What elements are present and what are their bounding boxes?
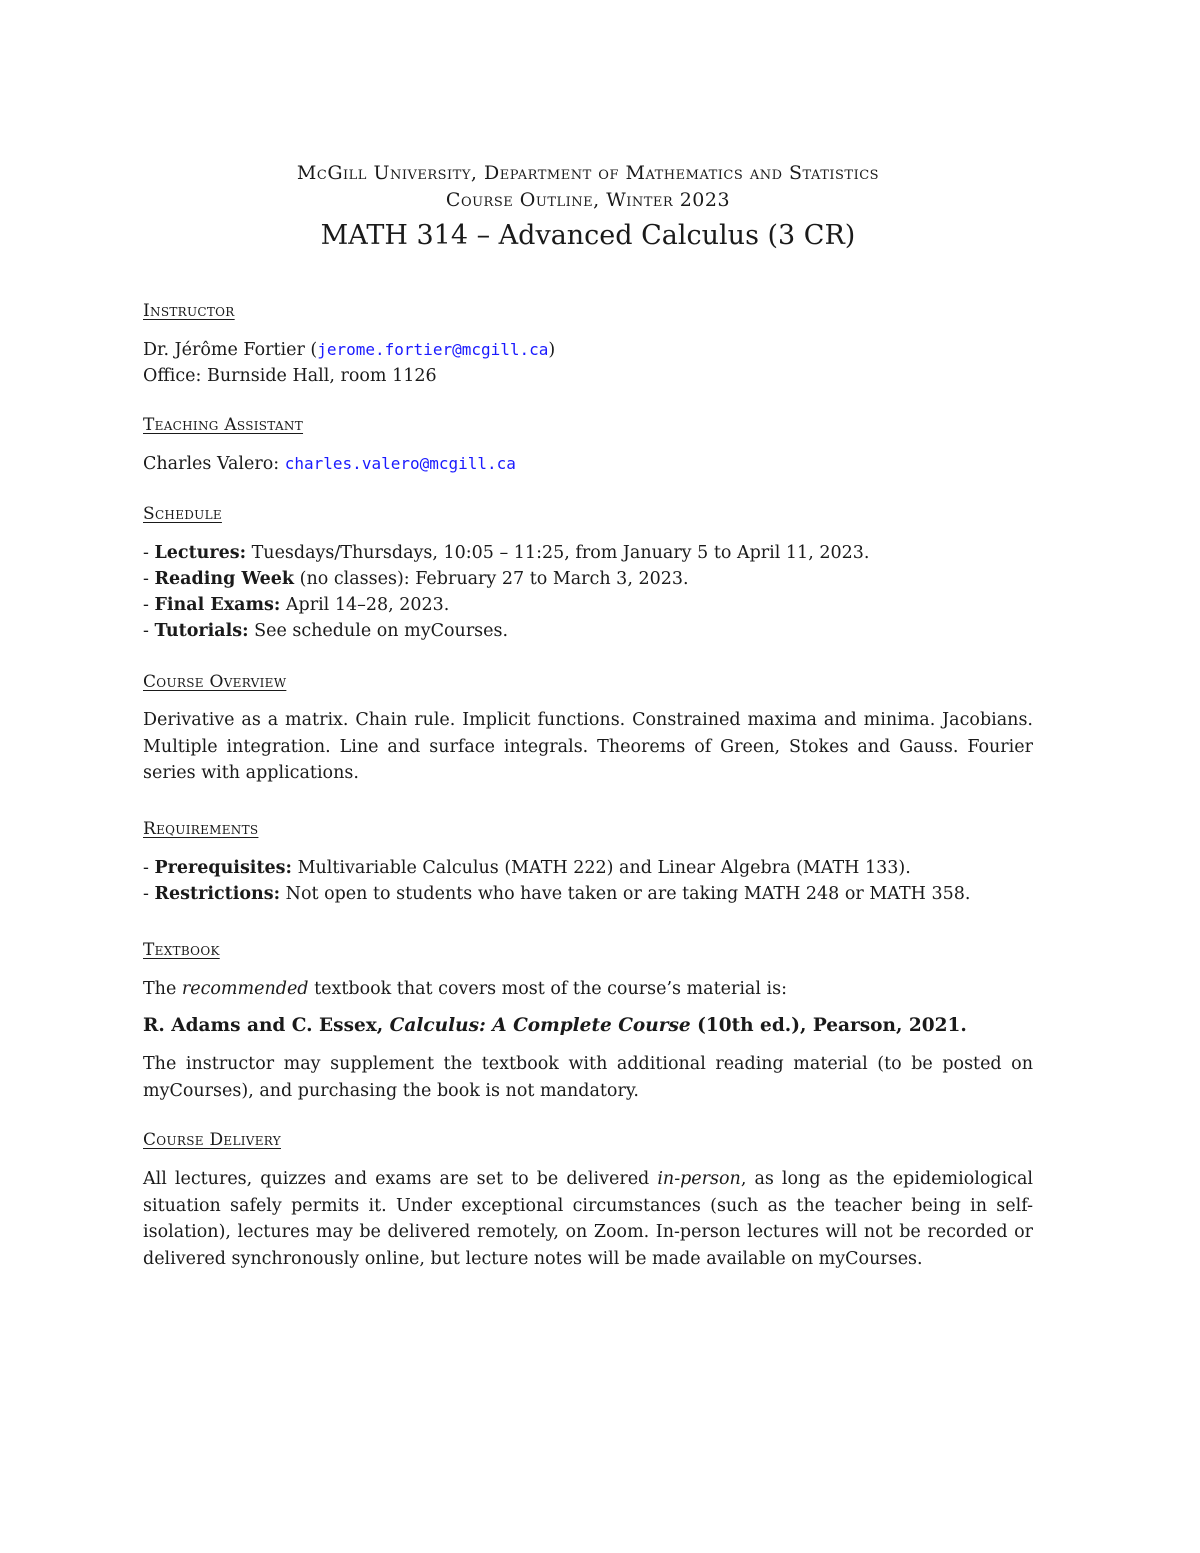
schedule-text: April 14–28, 2023. [280, 595, 450, 615]
list-dash: - [143, 621, 155, 641]
instructor-heading: Instructor [143, 301, 235, 321]
ta-heading: Teaching Assistant [143, 415, 304, 435]
delivery-text-emphasis: in-person [657, 1169, 741, 1189]
list-dash: - [143, 884, 155, 904]
list-dash: - [143, 595, 155, 615]
textbook-authors: R. Adams and C. Essex, [143, 1015, 390, 1036]
list-dash: - [143, 569, 155, 589]
delivery-text [143, 1166, 1033, 1272]
textbook-intro [143, 977, 787, 1001]
requirement-label: Prerequisites: [154, 858, 292, 878]
course-outline-term: Course Outline, Winter 2023 [445, 189, 731, 211]
requirement-text: Not open to students who have taken or are taking MATH 248 or MATH 358. [280, 884, 971, 904]
schedule-text: (no classes): February 27 to March 3, 2023. [294, 569, 689, 589]
textbook-heading: Textbook [143, 940, 220, 960]
textbook-intro-suffix: textbook that covers most of the course’s material is: [308, 979, 787, 999]
ta-email-link[interactable]: charles.valero@mcgill.ca [284, 454, 516, 473]
requirement-restrictions [143, 882, 970, 906]
list-dash: - [143, 543, 155, 563]
schedule-item-final-exams [143, 593, 449, 617]
schedule-text: Tuesdays/Thursdays, 10:05 – 11:25, from January 5 to April 11, 2023. [246, 543, 870, 563]
textbook-title: Calculus: A Complete Course [389, 1015, 691, 1036]
delivery-heading: Course Delivery [143, 1130, 281, 1150]
overview-heading: Course Overview [143, 672, 287, 692]
delivery-text-prefix: All lectures, quizzes and exams are set to be delivered [143, 1169, 658, 1189]
schedule-label: Lectures: [154, 543, 247, 563]
course-title: MATH 314 – Advanced Calculus (3 CR) [320, 220, 856, 251]
schedule-text: See schedule on myCourses. [248, 621, 509, 641]
schedule-label: Final Exams: [154, 595, 281, 615]
schedule-item-reading-week [143, 567, 689, 591]
schedule-label: Tutorials: [154, 621, 249, 641]
schedule-item-lectures [143, 541, 869, 565]
course-outline-page [143, 0, 1033, 1553]
university-header: McGill University, Department of Mathematics and Statistics [296, 162, 880, 184]
instructor-name-close: ) [548, 340, 556, 360]
instructor-email-link[interactable]: jerome.fortier@mcgill.ca [317, 340, 549, 359]
requirement-prerequisites [143, 856, 911, 880]
instructor-office: Office: Burnside Hall, room 1126 [143, 366, 437, 386]
requirement-label: Restrictions: [154, 884, 281, 904]
requirements-heading: Requirements [143, 819, 259, 839]
instructor-name: Dr. Jérôme Fortier ( [143, 340, 318, 360]
schedule-label: Reading Week [154, 569, 295, 589]
schedule-item-tutorials [143, 619, 508, 643]
list-dash: - [143, 858, 155, 878]
ta-line [143, 452, 516, 476]
textbook-edition: (10th ed.), Pearson, 2021. [690, 1015, 967, 1036]
delivery-text-suffix: , as long as the epidemiological situation safely permits it. Under exceptional circumstances (such as the teacher being in self-isolation), lectures may be delivered remotely, on Zoom. In-person lectures will not be recorded or delivered synchronously online, but lecture notes will be made available on myCourses. [143, 1169, 1033, 1269]
schedule-heading: Schedule [143, 504, 222, 524]
requirement-text: Multivariable Calculus (MATH 222) and Linear Algebra (MATH 133). [292, 858, 911, 878]
textbook-intro-prefix: The [143, 979, 182, 999]
textbook-intro-emphasis: recommended [181, 979, 309, 999]
textbook-citation [143, 1013, 967, 1039]
overview-text: Derivative as a matrix. Chain rule. Implicit functions. Constrained maxima and minima. Jacobians. Multiple integration. Line and surface integrals. Theorems of Green, Stokes and Gauss. Fourier series with applications. [143, 710, 1033, 783]
textbook-note: The instructor may supplement the textbook with additional reading material (to be posted on myCourses), and purchasing the book is not mandatory. [143, 1054, 1033, 1101]
ta-name: Charles Valero: [143, 454, 285, 474]
instructor-name-line [143, 338, 555, 362]
